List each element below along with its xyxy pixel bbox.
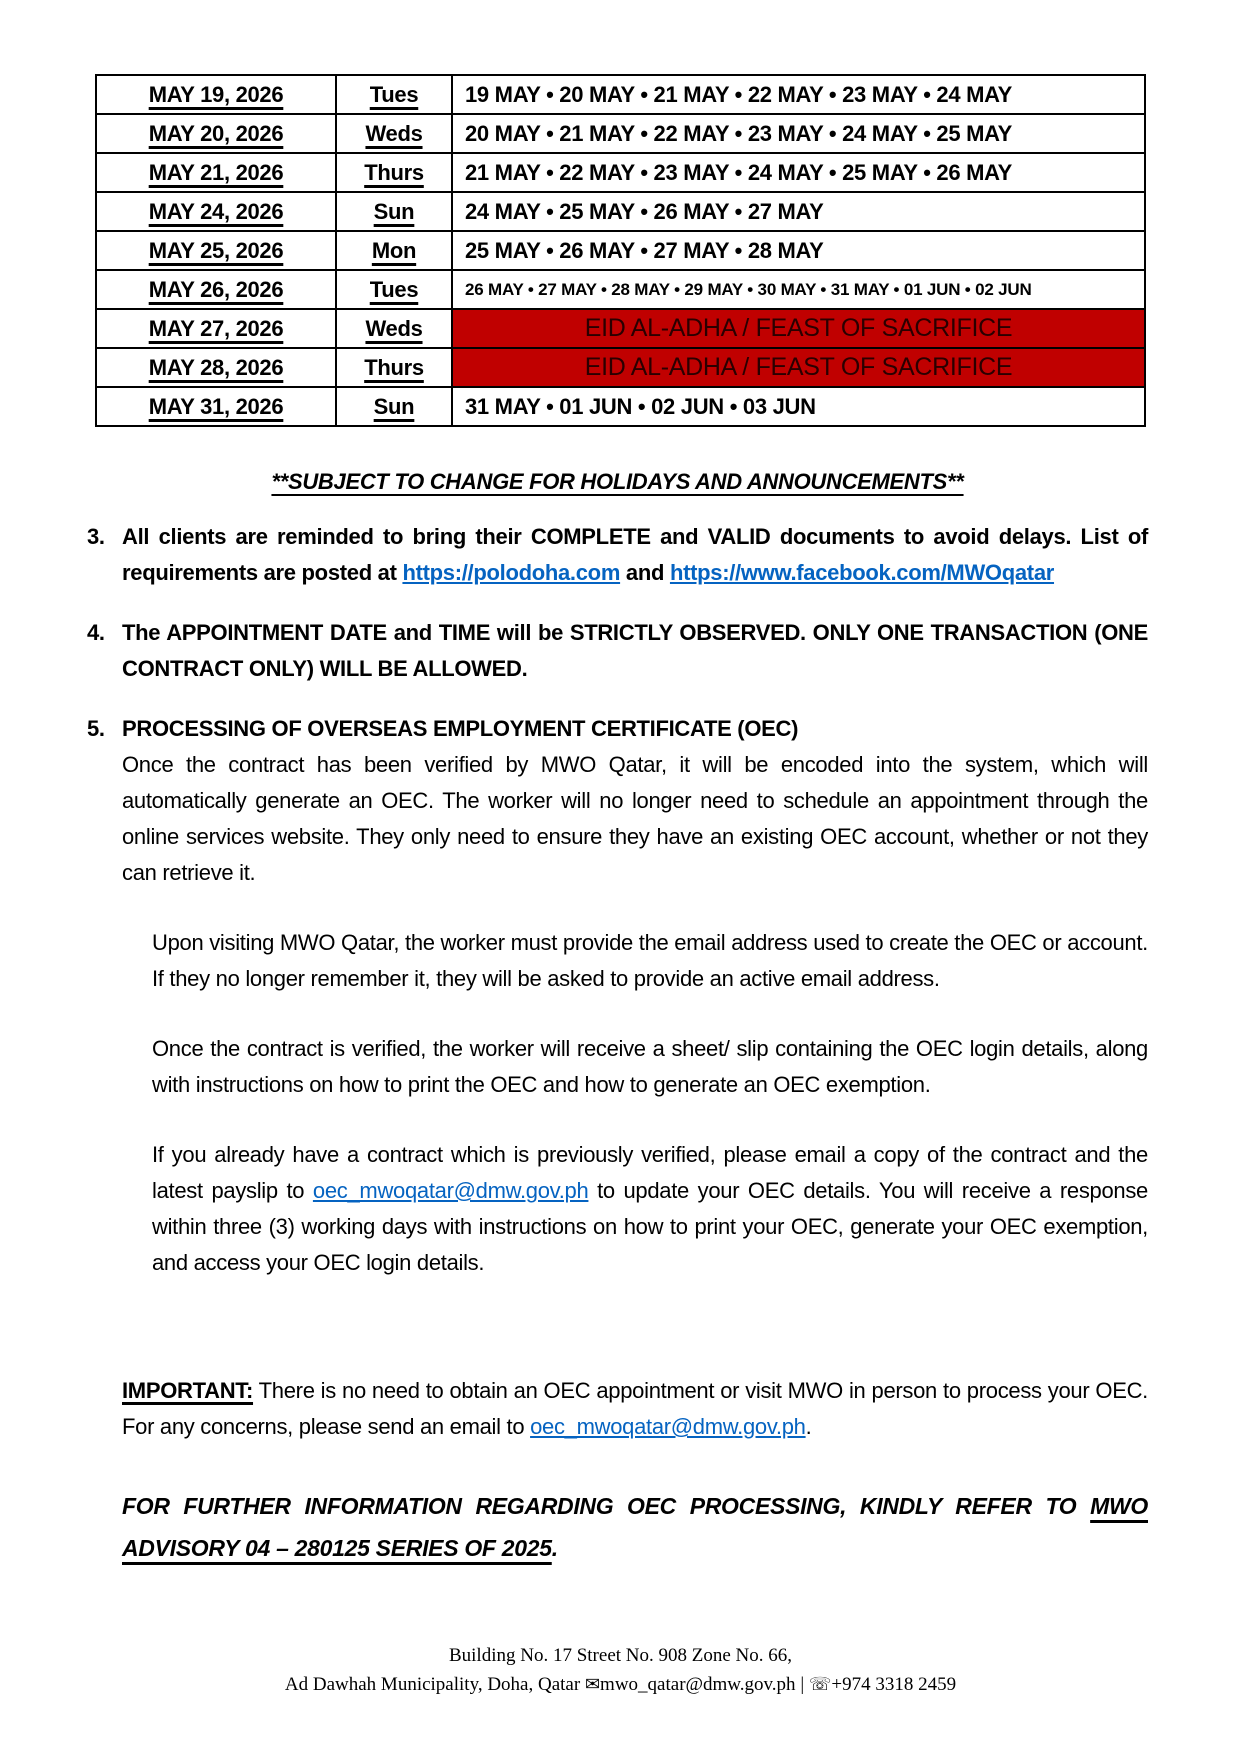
day-cell: Thurs: [336, 348, 452, 387]
appointment-date-cell: MAY 25, 2026: [96, 231, 336, 270]
appointment-date-cell: MAY 19, 2026: [96, 75, 336, 114]
appointment-date-cell: MAY 26, 2026: [96, 270, 336, 309]
item-5-heading: PROCESSING OF OVERSEAS EMPLOYMENT CERTIFICATE (OEC): [122, 716, 799, 741]
envelope-icon: ✉: [584, 1674, 601, 1694]
table-row: [96, 192, 1145, 231]
covered-dates-cell: 31 MAY • 01 JUN • 02 JUN • 03 JUN: [452, 387, 1145, 426]
appointment-date-cell: MAY 21, 2026: [96, 153, 336, 192]
covered-dates-cell: 24 MAY • 25 MAY • 26 MAY • 27 MAY: [452, 192, 1145, 231]
appointment-date-cell: MAY 24, 2026: [96, 192, 336, 231]
advisory-reference: MWO ADVISORY 04 – 280125 SERIES OF 2025: [122, 1493, 1148, 1561]
item-number: 4.: [87, 620, 105, 645]
appointment-schedule-table: [95, 74, 1146, 427]
holiday-banner-cell: EID AL-ADHA / FEAST OF SACRIFICE: [452, 348, 1145, 387]
day-cell: Thurs: [336, 153, 452, 192]
footer-separator: |: [795, 1674, 809, 1695]
item-3-text: All clients are reminded to bring their COMPLETE and VALID documents to avoid delays. List of requirements are posted at https://polodoha.com and https://www.facebook.com/MWOqatar: [122, 524, 1148, 585]
footer-phone: +974 3318 2459: [831, 1674, 957, 1695]
oec-paragraph-4: If you already have a contract which is previously verified, please email a copy of the contract and the latest payslip to oec_mwoqatar@dmw.gov.ph to update your OEC details. You will receive a response within three (3) working days with instructions on how to print your OEC, generate your OEC exemption, and access your OEC login details.: [152, 1142, 1148, 1275]
polodoha-link[interactable]: https://polodoha.com: [402, 560, 621, 585]
oec-email-link[interactable]: oec_mwoqatar@dmw.gov.ph: [312, 1178, 589, 1203]
appointment-date-cell: MAY 28, 2026: [96, 348, 336, 387]
day-cell: Sun: [336, 387, 452, 426]
item-4-text: The APPOINTMENT DATE and TIME will be STRICTLY OBSERVED. ONLY ONE TRANSACTION (ONE CONTRACT ONLY) WILL BE ALLOWED.: [122, 620, 1148, 681]
table-row: [96, 231, 1145, 270]
covered-dates-cell: 26 MAY • 27 MAY • 28 MAY • 29 MAY • 30 MAY • 31 MAY • 01 JUN • 02 JUN: [452, 270, 1145, 309]
list-item-4: [87, 615, 1148, 687]
covered-dates-cell: 19 MAY • 20 MAY • 21 MAY • 22 MAY • 23 MAY • 24 MAY: [452, 75, 1145, 114]
subject-to-change-notice: **SUBJECT TO CHANGE FOR HOLIDAYS AND ANNOUNCEMENTS**: [271, 469, 964, 494]
important-label: IMPORTANT:: [122, 1378, 254, 1403]
oec-paragraph-1: Once the contract has been verified by MWO Qatar, it will be encoded into the system, which will automatically generate an OEC. The worker will no longer need to schedule an appointment through the online services website. They only need to ensure they have an existing OEC account, whether or not they can retrieve it.: [122, 752, 1148, 885]
day-cell: Sun: [336, 192, 452, 231]
oec-email-link[interactable]: oec_mwoqatar@dmw.gov.ph: [530, 1414, 806, 1439]
holiday-banner-cell: EID AL-ADHA / FEAST OF SACRIFICE: [452, 309, 1145, 348]
list-item-3: [87, 519, 1148, 591]
oec-paragraph-3: Once the contract is verified, the worker will receive a sheet/ slip containing the OEC login details, along with instructions on how to print the OEC and how to generate an OEC exemption.: [152, 1036, 1148, 1097]
table-row-holiday: [96, 348, 1145, 387]
phone-icon: ☏: [808, 1674, 832, 1694]
table-row: [96, 153, 1145, 192]
day-cell: Mon: [336, 231, 452, 270]
important-paragraph: IMPORTANT: There is no need to obtain an OEC appointment or visit MWO in person to process your OEC. For any concerns, please send an email to oec_mwoqatar@dmw.gov.ph.: [122, 1378, 1148, 1439]
covered-dates-cell: 21 MAY • 22 MAY • 23 MAY • 24 MAY • 25 MAY • 26 MAY: [452, 153, 1145, 192]
day-cell: Weds: [336, 114, 452, 153]
day-cell: Tues: [336, 270, 452, 309]
footer-address-line-1: Building No. 17 Street No. 908 Zone No. 66,: [448, 1645, 793, 1666]
item-number: 3.: [87, 524, 105, 549]
oec-paragraph-2: Upon visiting MWO Qatar, the worker must provide the email address used to create the OEC or account. If they no longer remember it, they will be asked to provide an active email address.: [152, 930, 1148, 991]
further-information-paragraph: FOR FURTHER INFORMATION REGARDING OEC PROCESSING, KINDLY REFER TO MWO ADVISORY 04 – 280125 SERIES OF 2025.: [122, 1493, 1148, 1561]
item-number: 5.: [87, 716, 105, 741]
table-row: [96, 75, 1145, 114]
footer-email: mwo_qatar@dmw.gov.ph: [600, 1674, 796, 1695]
facebook-link[interactable]: https://www.facebook.com/MWOqatar: [669, 560, 1055, 585]
table-row: [96, 387, 1145, 426]
day-cell: Weds: [336, 309, 452, 348]
list-item-5: [87, 711, 1148, 747]
day-cell: Tues: [336, 75, 452, 114]
table-row: [96, 270, 1145, 309]
appointment-date-cell: MAY 27, 2026: [96, 309, 336, 348]
table-row: [96, 114, 1145, 153]
footer-address-line-2: Ad Dawhah Municipality, Doha, Qatar ✉mwo_qatar@dmw.gov.ph | ☏+974 3318 2459: [284, 1674, 957, 1695]
table-row-holiday: [96, 309, 1145, 348]
page-footer: [0, 1642, 1241, 1699]
covered-dates-cell: 20 MAY • 21 MAY • 22 MAY • 23 MAY • 24 MAY • 25 MAY: [452, 114, 1145, 153]
appointment-date-cell: MAY 20, 2026: [96, 114, 336, 153]
appointment-date-cell: MAY 31, 2026: [96, 387, 336, 426]
covered-dates-cell: 25 MAY • 26 MAY • 27 MAY • 28 MAY: [452, 231, 1145, 270]
